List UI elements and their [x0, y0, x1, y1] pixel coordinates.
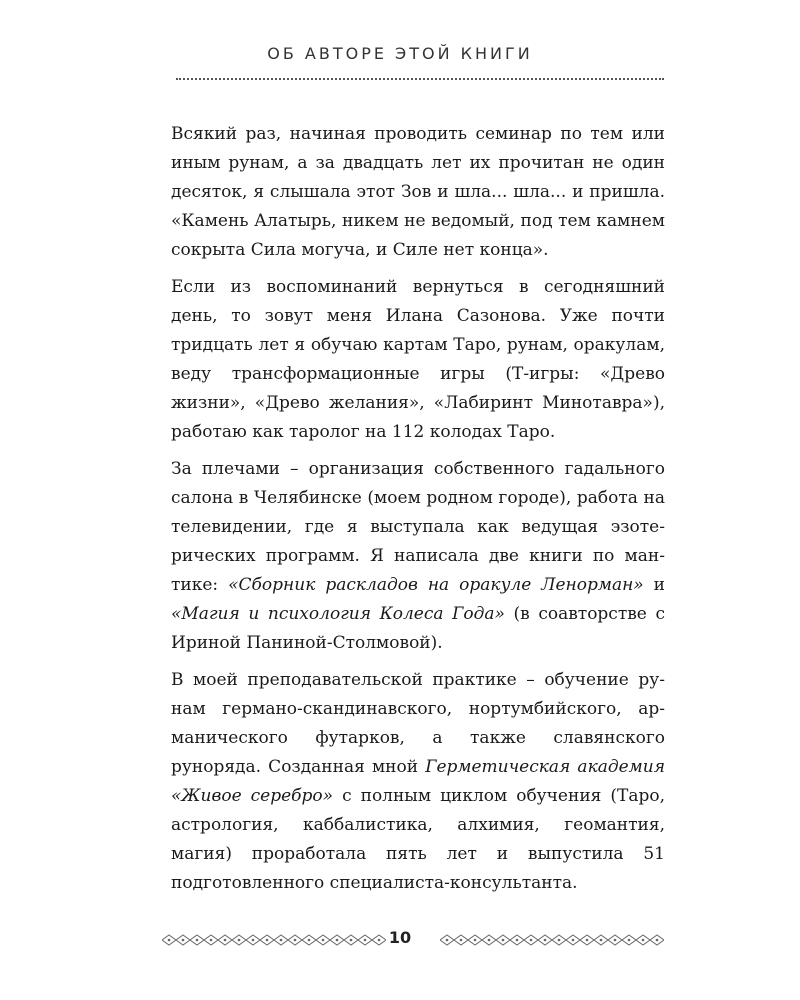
paragraph-4	[171, 666, 665, 898]
paragraph-4-text-a: В моей преподавательской практике – обучение рунам германо-скандинавского, нортумбийского, арманического футарков, а также славянского руноряда. Созданная мной	[171, 670, 665, 777]
paragraph-2: Если из воспоминаний вернуться в сегодняшний день, то зовут меня Илана Сазонова. Уже почти тридцать лет я обучаю картам Таро, рунам, оракулам, веду трансформационные игры (Т-игры: «Древо жизни», «Древо желания», «Лабиринт Минотавра»), работаю как таролог на 112 колодах Таро.	[171, 277, 665, 442]
header-dotted-rule	[176, 78, 664, 80]
page-body	[171, 120, 665, 906]
paragraph-3-text-b: и	[643, 575, 665, 595]
book-title-lenormand: «Сборник раскладов на оракуле Ленорман»	[228, 575, 644, 595]
paragraph-3	[171, 455, 665, 658]
paragraph-3-text-c: (в соавторстве с Ириной Паниной-Столмовой).	[171, 604, 665, 653]
footer-ornament-right	[440, 934, 664, 946]
paragraph-4-text-b: с полным циклом обучения (Таро, астрология, каббалистика, алхимия, геомантия, магия) проработала пять лет и выпустила 51 подготовленного специалиста-консультанта.	[171, 786, 666, 893]
page-number: 10	[388, 928, 412, 947]
paragraph-3-text-a: За плечами – организация собственного гадального салона в Челябинске (моем родном городе), работа на телевидении, где я выступала как ведущая эзотерических программ. Я написала две книги по мантике:	[171, 459, 665, 595]
book-title-wheel-of-year: «Магия и психология Колеса Года»	[171, 604, 505, 624]
running-header: ОБ АВТОРЕ ЭТОЙ КНИГИ	[267, 44, 533, 63]
footer-ornament-left	[162, 934, 386, 946]
academy-name: Герметическая академия «Живое серебро»	[171, 757, 665, 806]
paragraph-1: Всякий раз, начиная проводить семинар по тем или иным рунам, а за двадцать лет их прочитан не один десяток, я слышала этот Зов и шла... шла... и пришла. «Камень Алатырь, никем не ведомый, под тем камнем сокрыта Сила могуча, и Силе нет конца».	[171, 124, 665, 260]
page-footer	[0, 928, 800, 952]
